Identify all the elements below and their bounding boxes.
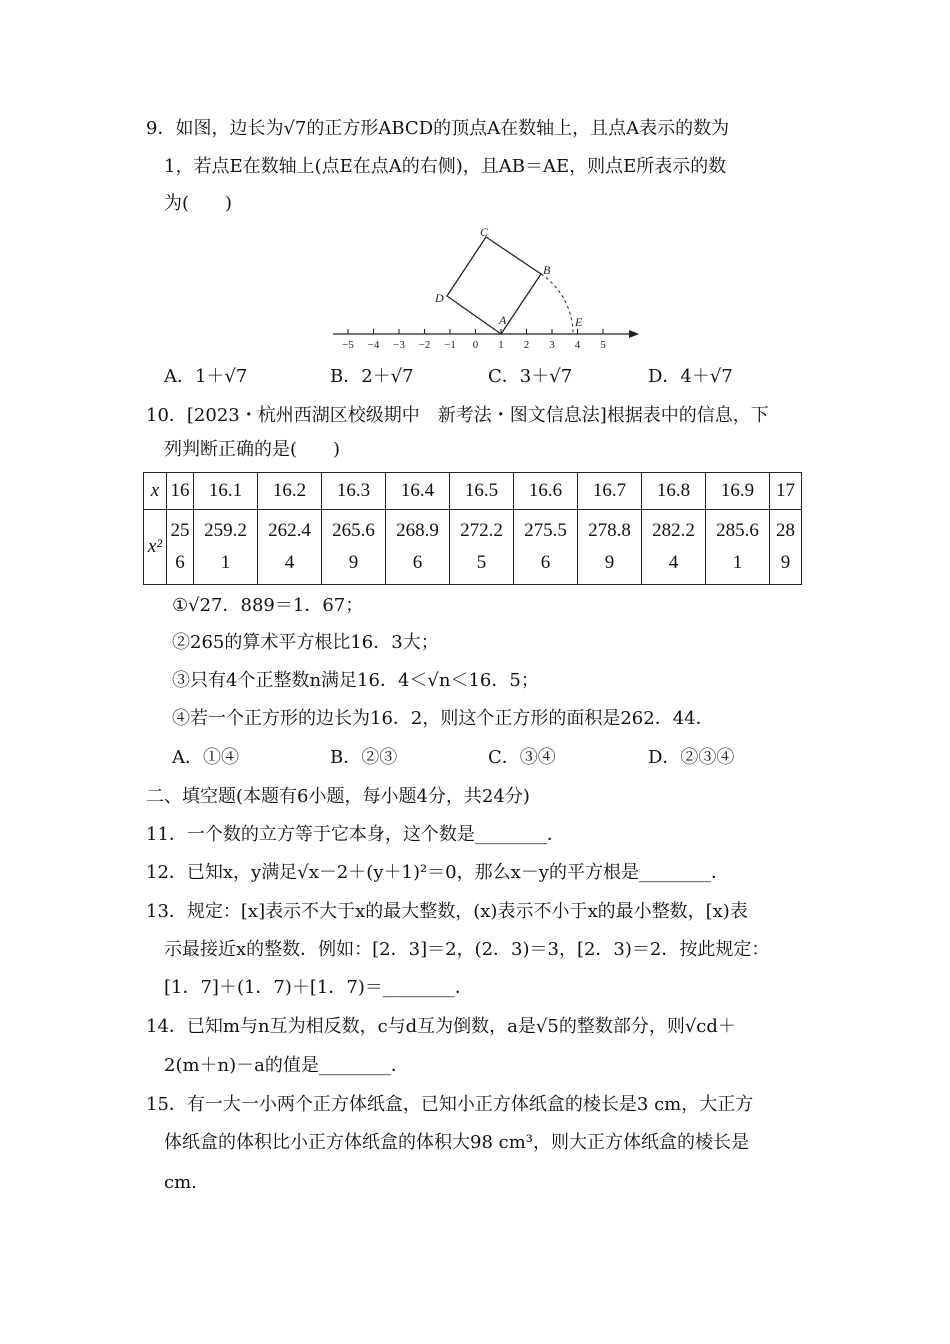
table-cell: 16.7 bbox=[578, 473, 642, 510]
point-label-b: B bbox=[543, 263, 551, 277]
table-cell: 262.4 4 bbox=[258, 510, 322, 585]
q9-option-d[interactable]: D．4＋√7 bbox=[648, 366, 733, 387]
section-2-heading: 二、填空题(本题有6小题，每小题4分，共24分) bbox=[146, 786, 530, 807]
point-label-a: A bbox=[499, 313, 507, 327]
table-row-x-squared bbox=[144, 510, 802, 585]
square-values-table bbox=[143, 472, 802, 585]
tick-label: −1 bbox=[444, 339, 456, 351]
q9-line3: 为( ) bbox=[164, 193, 233, 214]
q12: 12．已知x，y满足√x－2＋(y＋1)²＝0，那么x－y的平方根是________． bbox=[146, 862, 729, 883]
table-cell: x bbox=[144, 473, 167, 510]
table-cell: 17 bbox=[770, 473, 802, 510]
q10-line1: 10．[2023・杭州西湖区校级期中 新考法・图文信息法]根据表中的信息，下 bbox=[146, 405, 769, 426]
tick-label: 3 bbox=[549, 339, 555, 351]
table-cell: 285.6 1 bbox=[706, 510, 770, 585]
table-cell: 275.5 6 bbox=[514, 510, 578, 585]
q9-line1: 9．如图，边长为√7的正方形ABCD的顶点A在数轴上，且点A表示的数为 bbox=[146, 118, 730, 139]
q9-option-a[interactable]: A．1＋√7 bbox=[164, 366, 248, 387]
q11: 11．一个数的立方等于它本身，这个数是________． bbox=[146, 824, 565, 845]
q10-option-b[interactable]: B．②③ bbox=[330, 747, 398, 768]
tick-label: 0 bbox=[472, 339, 479, 351]
table-cell: 16.9 bbox=[706, 473, 770, 510]
q13-line2: 示最接近x的整数．例如：[2．3]＝2，(2．3)＝3，[2．3)＝2．按此规定： bbox=[164, 939, 770, 960]
axis-arrow bbox=[629, 330, 639, 338]
q9-line2: 1，若点E在数轴上(点E在点A的右侧)，且AB＝AE，则点E所表示的数 bbox=[164, 156, 727, 177]
tick-label: 4 bbox=[574, 339, 581, 351]
table-cell: 25 6 bbox=[167, 510, 194, 585]
table-cell: 259.2 1 bbox=[194, 510, 258, 585]
q9-option-b[interactable]: B．2＋√7 bbox=[330, 366, 414, 387]
tick-label: −3 bbox=[393, 339, 405, 351]
table-cell: 28 9 bbox=[770, 510, 802, 585]
q13-line3: [1．7]＋(1．7)＋[1．7)＝________． bbox=[164, 977, 473, 998]
table-row-x bbox=[144, 473, 802, 510]
q10-option-a[interactable]: A．①④ bbox=[172, 747, 239, 768]
arc-b-to-e bbox=[541, 274, 573, 334]
tick-label: 5 bbox=[600, 339, 606, 351]
table-cell: 16.1 bbox=[194, 473, 258, 510]
table-cell: 16.4 bbox=[386, 473, 450, 510]
table-cell: 16.2 bbox=[258, 473, 322, 510]
q10-option-c[interactable]: C．③④ bbox=[488, 747, 556, 768]
tick-label: −4 bbox=[367, 339, 380, 351]
q10-statement-4: ④若一个正方形的边长为16．2，则这个正方形的面积是262．44． bbox=[172, 708, 714, 729]
square-abcd bbox=[447, 237, 541, 334]
q9-option-c[interactable]: C．3＋√7 bbox=[488, 366, 573, 387]
table-cell: 278.8 9 bbox=[578, 510, 642, 585]
axis-ticks bbox=[348, 329, 603, 334]
table-cell: 272.2 5 bbox=[450, 510, 514, 585]
q10-option-d[interactable]: D．②③④ bbox=[648, 747, 735, 768]
point-label-e: E bbox=[575, 315, 583, 329]
q10-statement-3: ③只有4个正整数n满足16．4＜√n＜16．5； bbox=[172, 670, 539, 691]
q14-line2: 2(m＋n)－a的值是________． bbox=[164, 1055, 409, 1076]
number-line-figure bbox=[325, 222, 645, 352]
tick-label: 2 bbox=[523, 339, 530, 351]
q10-statement-1: ①√27．889＝1．67； bbox=[172, 595, 364, 616]
tick-label: −5 bbox=[342, 339, 354, 351]
tick-label: 1 bbox=[498, 339, 504, 351]
q15-line2: 体纸盒的体积比小正方体纸盒的体积大98 cm³，则大正方体纸盒的棱长是 bbox=[164, 1132, 749, 1153]
table-cell: 16.5 bbox=[450, 473, 514, 510]
table-cell: 282.2 4 bbox=[642, 510, 706, 585]
point-label-d: D bbox=[435, 291, 444, 305]
q14-line1: 14．已知m与n互为相反数，c与d互为倒数，a是√5的整数部分，则√cd＋ bbox=[146, 1016, 736, 1037]
q13-line1: 13．规定：[x]表示不大于x的最大整数，(x)表示不小于x的最小整数，[x)表 bbox=[146, 901, 748, 922]
point-label-c: C bbox=[480, 225, 489, 239]
table-cell: 16.6 bbox=[514, 473, 578, 510]
q15-line3: cm. bbox=[164, 1172, 197, 1193]
table-cell: x² bbox=[144, 510, 167, 585]
q15-line1: 15．有一大一小两个正方体纸盒，已知小正方体纸盒的棱长是3 cm，大正方 bbox=[146, 1094, 754, 1115]
table-cell: 16.3 bbox=[322, 473, 386, 510]
table-cell: 16 bbox=[167, 473, 194, 510]
tick-label: −2 bbox=[418, 339, 431, 351]
table-cell: 265.6 9 bbox=[322, 510, 386, 585]
table-cell: 16.8 bbox=[642, 473, 706, 510]
q10-statement-2: ②265的算术平方根比16．3大； bbox=[172, 632, 439, 653]
table-cell: 268.9 6 bbox=[386, 510, 450, 585]
q10-line2: 列判断正确的是( ) bbox=[164, 439, 341, 460]
